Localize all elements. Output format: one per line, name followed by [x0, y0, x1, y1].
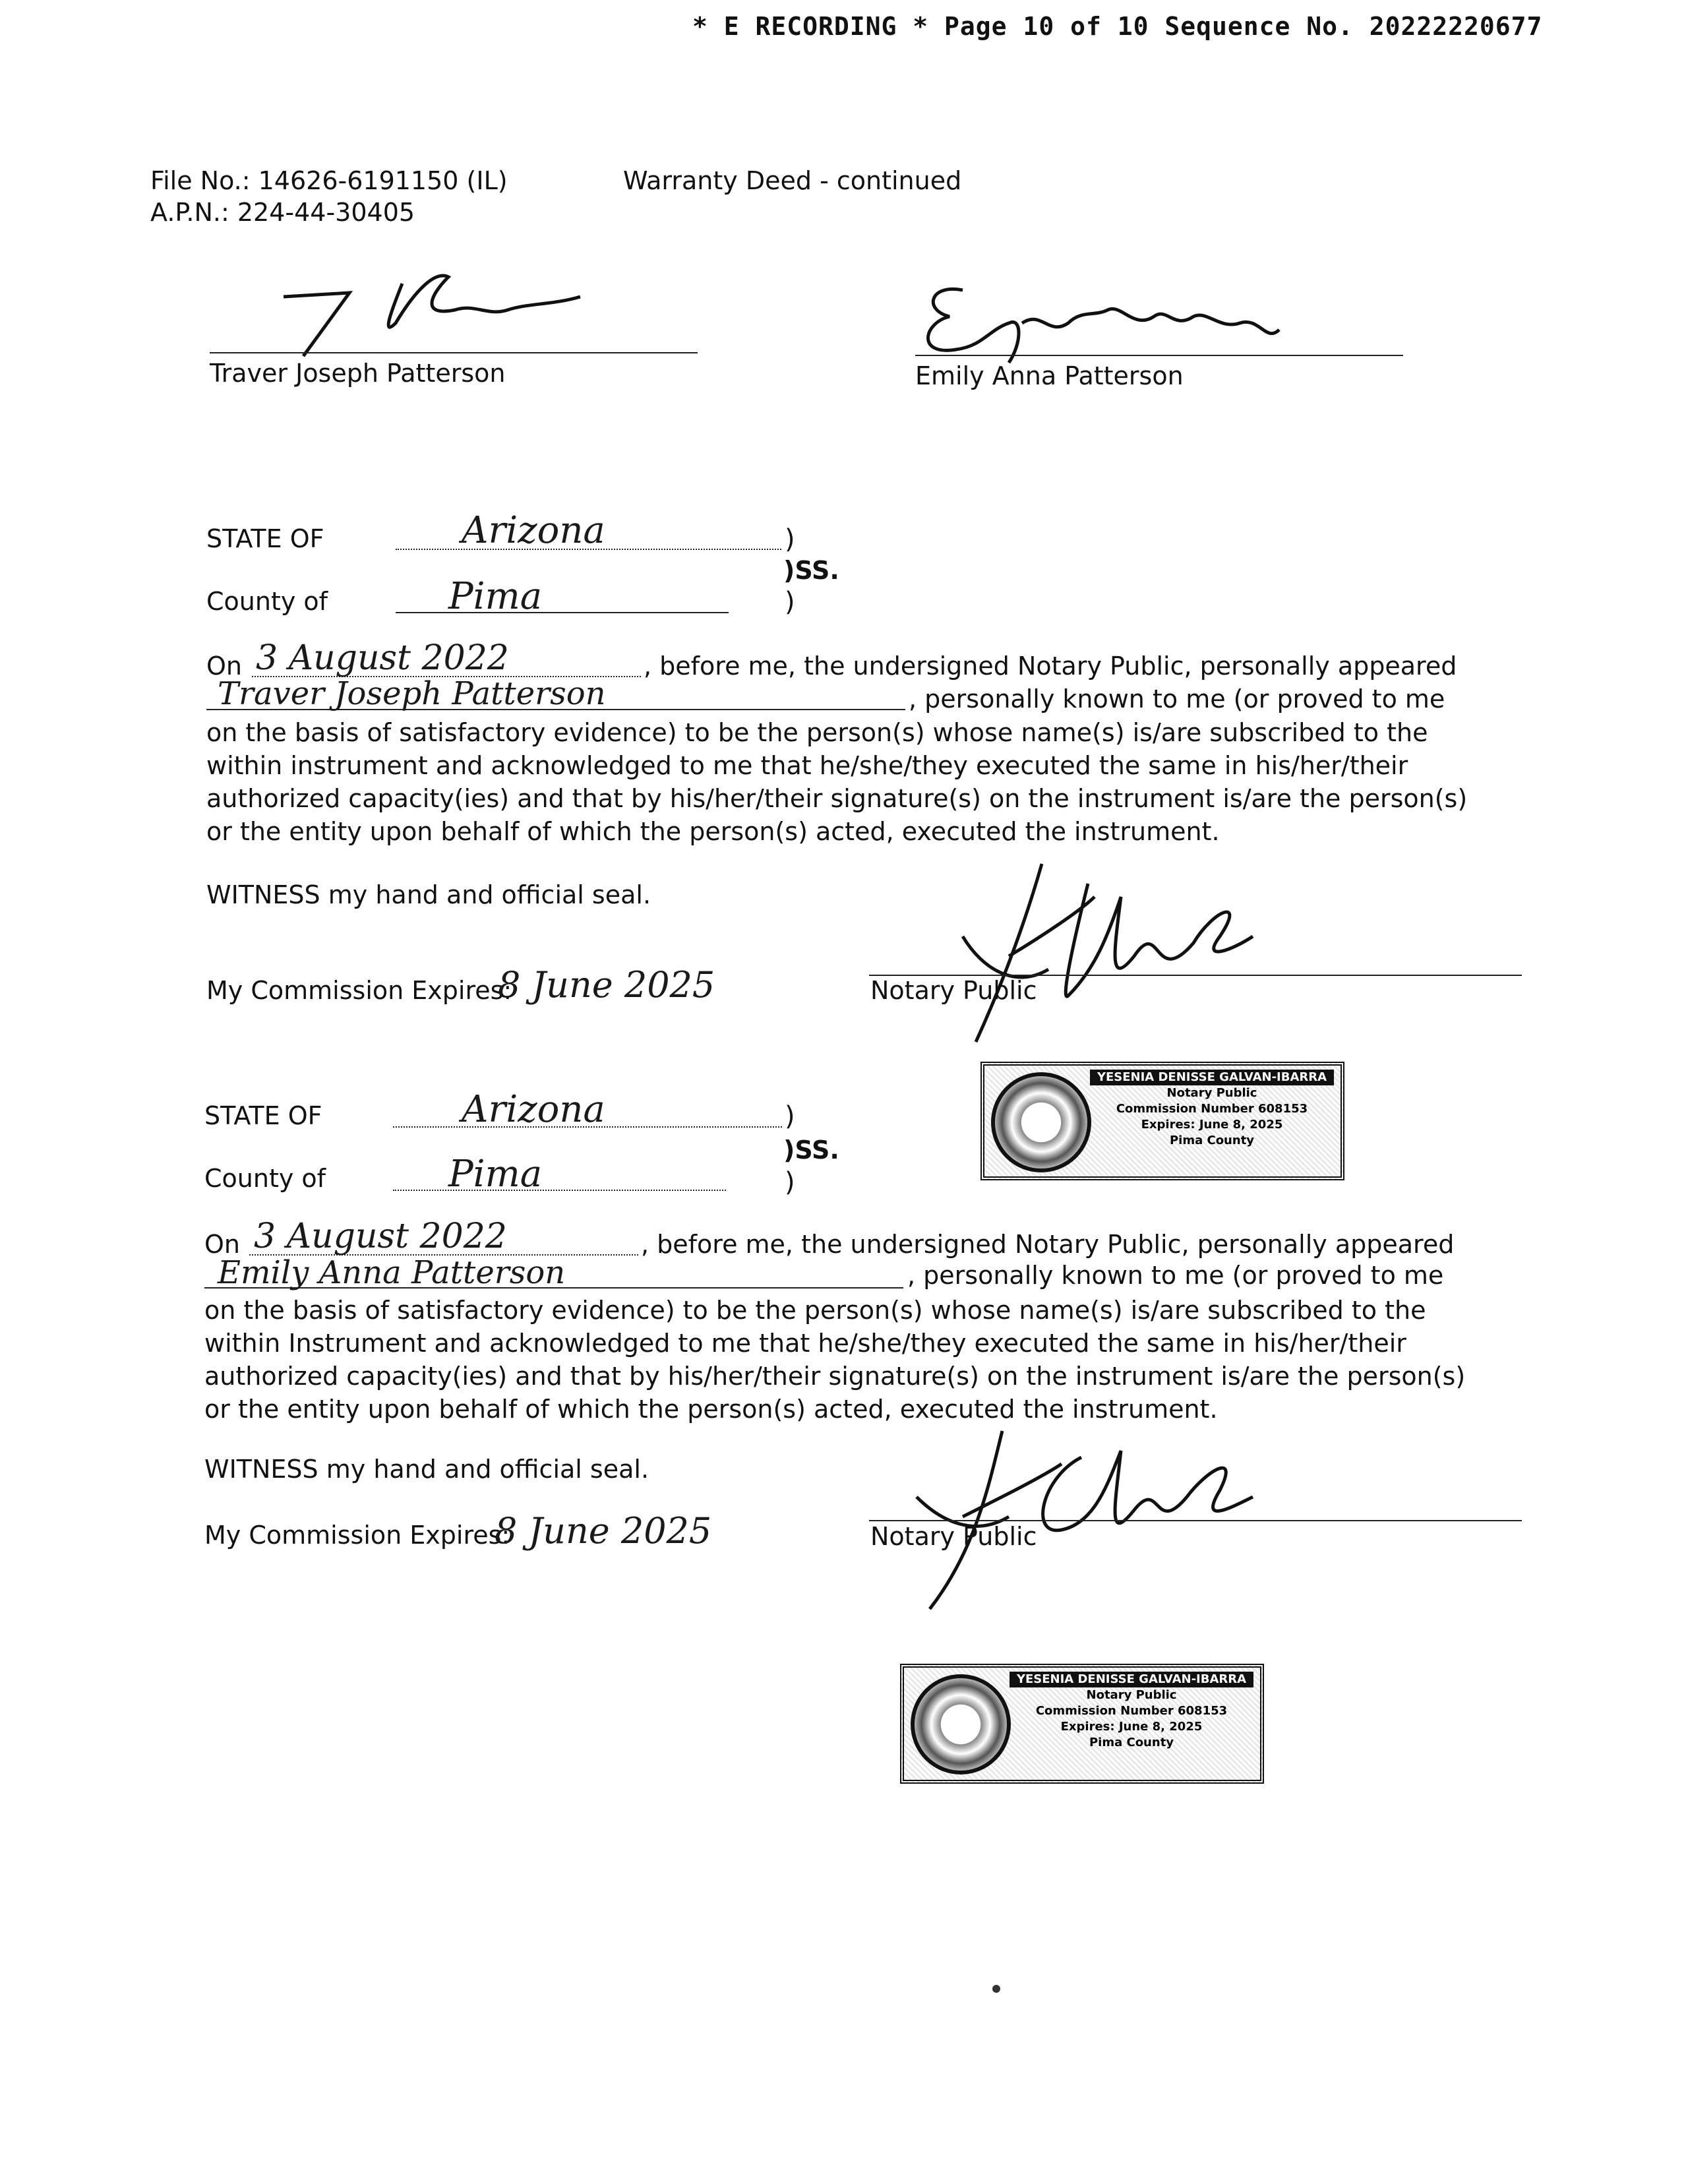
ack1-person-value: Traver Joseph Patterson: [218, 675, 606, 712]
recording-header: * E RECORDING * Page 10 of 10 Sequence No. 20222220677: [692, 12, 1543, 41]
ack1-county-line: [396, 612, 729, 613]
seal1-title: Notary Public: [1166, 1086, 1257, 1100]
ack2-on-label: On: [204, 1230, 240, 1259]
ack1-county-label: County of: [206, 587, 328, 616]
ack2-person-value: Emily Anna Patterson: [218, 1254, 566, 1291]
seal2-expires: Expires: June 8, 2025: [1060, 1720, 1203, 1734]
seal2-title: Notary Public: [1086, 1688, 1177, 1702]
signer1-signature: [211, 264, 659, 363]
ack2-paren-top: ): [785, 1101, 795, 1132]
ack2-county-line: [393, 1190, 726, 1191]
ack2-ss: )SS.: [783, 1136, 839, 1165]
ack2-state-value: Arizona: [462, 1088, 605, 1131]
ack2-county-label: County of: [204, 1164, 326, 1193]
seal1-county: Pima County: [1169, 1134, 1255, 1147]
ack2-county-value: Pima: [448, 1153, 543, 1196]
seal2-county: Pima County: [1089, 1736, 1174, 1749]
ack1-on-label: On: [206, 652, 242, 681]
ack1-body-text: on the basis of satisfactory evidence) to be the person(s) whose name(s) is/are subscribed to the within instrument and acknowledged to me that he/she/they executed the same in his/her/their authorized capacity(ies) and that by his/her/their signature(s) on the instrument is/are the person(s) or the entity upon behalf of which the person(s) acted, executed the instrument.: [206, 718, 1468, 846]
ack2-witness: WITNESS my hand and official seal.: [204, 1455, 649, 1484]
ack1-paren-bottom: ): [785, 587, 795, 617]
signer2-line: [915, 355, 1403, 356]
document-title: Warranty Deed - continued: [623, 166, 962, 195]
ack1-before-text: , before me, the undersigned Notary Public, personally appeared: [644, 652, 1457, 681]
signer1-name: Traver Joseph Patterson: [210, 359, 506, 388]
seal2-commission: Commission Number 608153: [1035, 1704, 1228, 1718]
ack2-paren-bottom: ): [785, 1167, 795, 1198]
ack1-county-value: Pima: [448, 575, 543, 618]
notary-seal-1: [980, 1062, 1344, 1180]
file-number: File No.: 14626-6191150 (IL): [150, 166, 508, 195]
seal2-name: YESENIA DENISSE GALVAN-IBARRA: [1010, 1672, 1253, 1687]
signer1-line: [210, 352, 698, 353]
ack2-commission-label: My Commission Expires:: [204, 1521, 510, 1550]
ack1-paren-top: ): [785, 524, 795, 555]
ack1-state-value: Arizona: [462, 509, 605, 552]
ack2-date-value: 3 August 2022: [254, 1217, 507, 1256]
ack1-ss: )SS.: [783, 556, 839, 585]
notary2-label: Notary Public: [870, 1522, 1037, 1551]
ack2-state-label: STATE OF: [204, 1101, 322, 1130]
ack1-state-label: STATE OF: [206, 524, 324, 553]
seal2-emblem: [911, 1674, 1011, 1774]
ack1-witness: WITNESS my hand and official seal.: [206, 880, 651, 909]
seal1-name: YESENIA DENISSE GALVAN-IBARRA: [1090, 1070, 1334, 1085]
ack1-date-value: 3 August 2022: [256, 638, 509, 678]
seal1-text: [1090, 1070, 1334, 1149]
seal1-expires: Expires: June 8, 2025: [1141, 1118, 1283, 1132]
seal1-emblem: [991, 1072, 1091, 1172]
notary-seal-2: [900, 1664, 1264, 1784]
ack2-body-text: on the basis of satisfactory evidence) to be the person(s) whose name(s) is/are subscribed to the within Instrument and acknowledged to me that he/she/they executed the same in his/her/their authorized capacity(ies) and that by his/her/their signature(s) on the instrument is/are the person(s) or the entity upon behalf of which the person(s) acted, executed the instrument.: [204, 1296, 1466, 1424]
seal1-commission: Commission Number 608153: [1116, 1102, 1308, 1116]
ack1-commission-label: My Commission Expires:: [206, 976, 512, 1005]
notary1-label: Notary Public: [870, 976, 1037, 1005]
ack1-commission-value: 8 June 2025: [498, 964, 715, 1006]
scan-speck: [992, 1985, 1000, 1993]
ack2-known-text: , personally known to me (or proved to me: [907, 1261, 1444, 1290]
notary1-signature: [936, 857, 1345, 1048]
apn-number: A.P.N.: 224-44-30405: [150, 198, 415, 227]
notary2-signature: [910, 1418, 1319, 1616]
ack2-before-text: , before me, the undersigned Notary Public, personally appeared: [641, 1230, 1455, 1259]
ack2-commission-value: 8 June 2025: [495, 1510, 712, 1552]
notary2-line: [869, 1520, 1522, 1521]
seal2-text: [1010, 1672, 1253, 1751]
ack1-known-text: , personally known to me (or proved to me: [909, 684, 1445, 713]
signer2-name: Emily Anna Patterson: [915, 361, 1184, 390]
